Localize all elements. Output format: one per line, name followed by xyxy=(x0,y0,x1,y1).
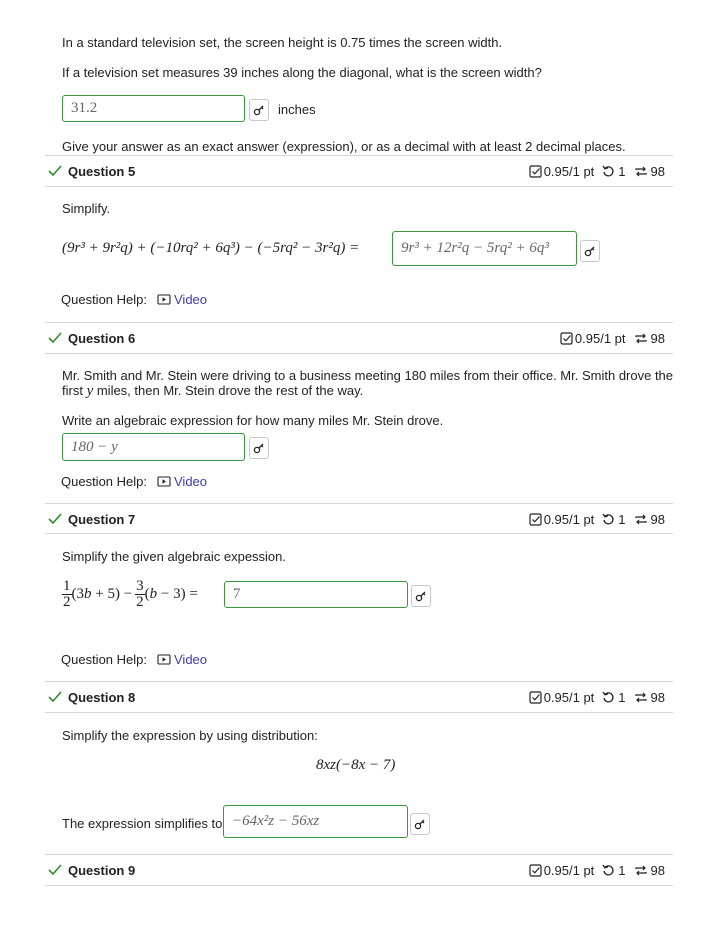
question-title: Question 9 xyxy=(68,862,136,878)
help-label: Question Help: xyxy=(61,652,147,667)
attempts-icon xyxy=(634,864,648,877)
score-check-icon xyxy=(529,165,542,178)
retry-icon xyxy=(602,691,615,704)
video-link[interactable]: Video xyxy=(174,474,208,489)
key-icon xyxy=(414,818,426,830)
attempts-count: 98 xyxy=(650,330,665,346)
q7-prompt: Simplify the given algebraic expession. xyxy=(62,549,287,564)
video-icon[interactable] xyxy=(157,654,171,665)
answer-input-q8[interactable]: −64x²z − 56xz xyxy=(223,805,408,838)
question-help-q7 xyxy=(61,652,207,667)
q8-lead-text: The expression simplifies to xyxy=(62,816,223,831)
retry-icon xyxy=(602,513,615,526)
question-title: Question 8 xyxy=(68,689,136,705)
question-7-header[interactable] xyxy=(45,503,673,535)
score: 0.95/1 pt xyxy=(543,862,595,878)
fraction-one-half: $\frac{1}{2}$ xyxy=(63,578,71,610)
answer-input-q5[interactable]: 9r³ + 12r²q − 5rq² + 6q³ xyxy=(392,231,577,266)
help-label: Question Help: xyxy=(61,292,147,307)
check-icon xyxy=(48,332,62,344)
question-help-q6 xyxy=(61,474,207,489)
retries-count: 1 xyxy=(618,511,626,527)
attempts-icon xyxy=(634,165,648,178)
retries-count: 1 xyxy=(618,163,626,179)
check-icon xyxy=(48,513,62,525)
q6-text-1: Mr. Smith and Mr. Stein were driving to a business meeting 180 miles from their office. Mr. Smith drove the xyxy=(62,368,674,383)
check-icon xyxy=(48,165,62,177)
retries-count: 1 xyxy=(618,862,626,878)
score-check-icon xyxy=(560,332,573,345)
score: 0.95/1 pt xyxy=(543,163,595,179)
question-9-header[interactable] xyxy=(45,854,673,886)
key-button-q6[interactable] xyxy=(249,437,269,459)
q5-expression: (9r³ + 9r²q) + (−10rq² + 6q³) − (−5rq² − 3r²q) = xyxy=(62,240,360,256)
score: 0.95/1 pt xyxy=(574,330,626,346)
fraction-three-halves: $\frac{3}{2}$ xyxy=(136,578,144,610)
key-button-q5[interactable] xyxy=(580,240,600,262)
key-button-q7[interactable] xyxy=(411,585,431,607)
video-link[interactable]: Video xyxy=(174,652,208,667)
answer-input-q6[interactable]: 180 − y xyxy=(62,433,245,461)
retry-icon xyxy=(602,864,615,877)
attempts-count: 98 xyxy=(650,163,665,179)
video-icon[interactable] xyxy=(157,294,171,305)
q6-prompt: Write an algebraic expression for how many miles Mr. Stein drove. xyxy=(62,413,444,428)
score-check-icon xyxy=(529,691,542,704)
score: 0.95/1 pt xyxy=(543,689,595,705)
question-title: Question 7 xyxy=(68,511,136,527)
intro-text-1: In a standard television set, the screen height is 0.75 times the screen width. xyxy=(62,35,503,50)
attempts-icon xyxy=(634,513,648,526)
help-label: Question Help: xyxy=(61,474,147,489)
question-help-q5 xyxy=(61,292,207,307)
q8-expression: 8xz(−8x − 7) xyxy=(316,757,396,773)
key-icon xyxy=(584,245,596,257)
key-icon xyxy=(415,590,427,602)
score: 0.95/1 pt xyxy=(543,511,595,527)
question-8-header[interactable] xyxy=(45,681,673,713)
score-check-icon xyxy=(529,864,542,877)
q7-expression: $\frac{1}{2}$ (3b + 5) − $\frac{3}{2}$ (b − 3) = xyxy=(63,578,198,610)
key-button-q4[interactable] xyxy=(249,99,269,121)
question-5-header[interactable] xyxy=(45,155,673,187)
intro-text-2: If a television set measures 39 inches along the diagonal, what is the screen width? xyxy=(62,65,542,80)
q6-text-2: first y miles, then Mr. Stein drove the rest of the way. xyxy=(62,383,364,399)
score-check-icon xyxy=(529,513,542,526)
answer-note: Give your answer as an exact answer (expression), or as a decimal with at least 2 decimal places. xyxy=(62,139,626,154)
check-icon xyxy=(48,864,62,876)
retries-count: 1 xyxy=(618,689,626,705)
question-title: Question 6 xyxy=(68,330,136,346)
q8-prompt: Simplify the expression by using distribution: xyxy=(62,728,318,743)
unit-label: inches xyxy=(278,102,316,117)
attempts-count: 98 xyxy=(650,689,665,705)
answer-input-q7[interactable]: 7 xyxy=(224,581,408,608)
question-title: Question 5 xyxy=(68,163,136,179)
attempts-count: 98 xyxy=(650,511,665,527)
video-icon[interactable] xyxy=(157,476,171,487)
answer-input-q4[interactable]: 31.2 xyxy=(62,95,245,122)
attempts-count: 98 xyxy=(650,862,665,878)
attempts-icon xyxy=(634,332,648,345)
key-button-q8[interactable] xyxy=(410,813,430,835)
check-icon xyxy=(48,691,62,703)
key-icon xyxy=(253,442,265,454)
q5-prompt: Simplify. xyxy=(62,201,111,216)
attempts-icon xyxy=(634,691,648,704)
question-6-header[interactable] xyxy=(45,322,673,354)
retry-icon xyxy=(602,165,615,178)
video-link[interactable]: Video xyxy=(174,292,208,307)
key-icon xyxy=(253,104,265,116)
